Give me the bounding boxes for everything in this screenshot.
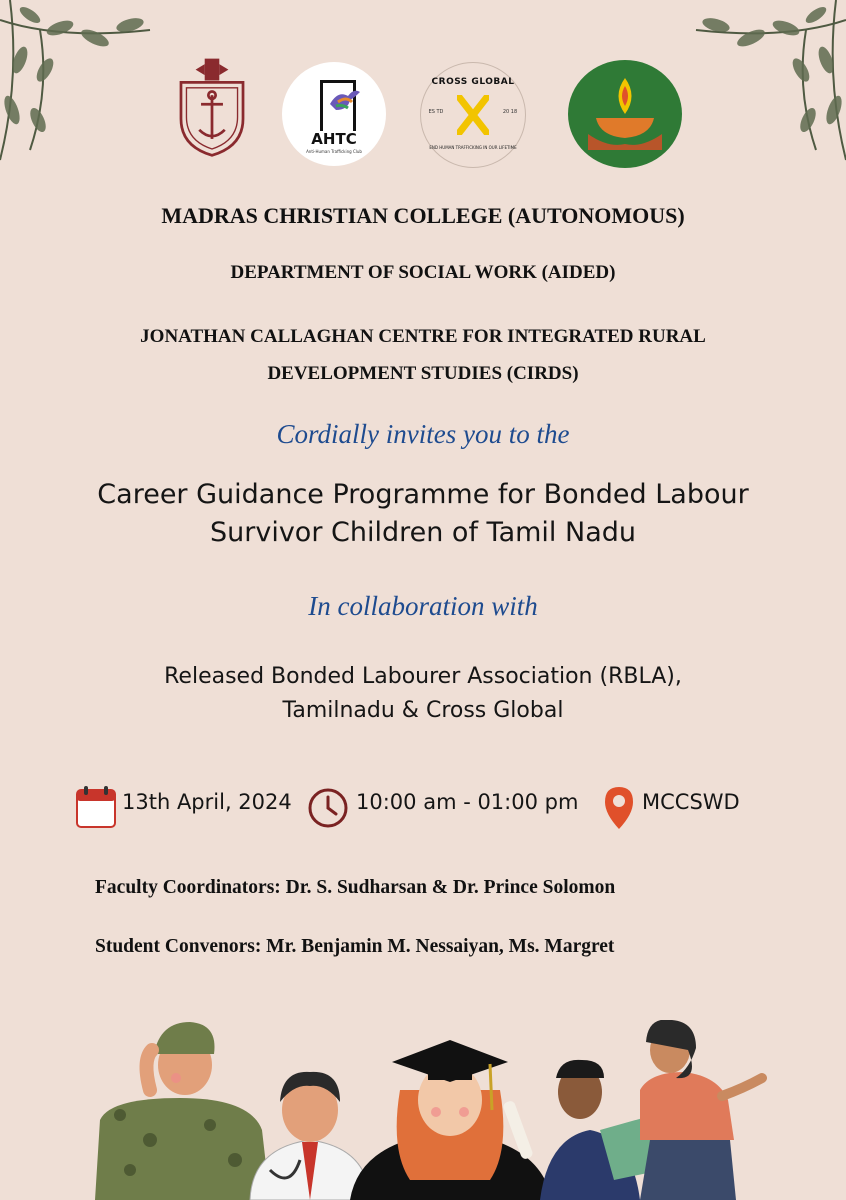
graduate-figure bbox=[350, 1040, 552, 1200]
department-name: DEPARTMENT OF SOCIAL WORK (AIDED) bbox=[230, 262, 616, 283]
ahtc-logo bbox=[282, 62, 386, 166]
cirds-lamp-logo bbox=[568, 60, 682, 168]
doctor-figure bbox=[250, 1072, 370, 1200]
ahtc-abbr: AHTC bbox=[311, 130, 357, 148]
x-mark-icon bbox=[457, 95, 489, 135]
leaf-decoration-top-right bbox=[676, 0, 846, 170]
centre-name-line2: DEVELOPMENT STUDIES (CIRDS) bbox=[267, 363, 579, 384]
professionals-illustration bbox=[0, 1020, 846, 1200]
programme-title bbox=[0, 476, 846, 552]
calendar-icon bbox=[76, 786, 116, 828]
invitation-intro: Cordially invites you to the bbox=[276, 419, 570, 449]
soldier-figure bbox=[95, 1022, 270, 1200]
collaboration-intro: In collaboration with bbox=[308, 591, 538, 621]
event-date: 13th April, 2024 bbox=[122, 790, 292, 814]
programme-title-line1: Career Guidance Programme for Bonded Labour bbox=[97, 479, 749, 510]
lamp-icon bbox=[588, 74, 662, 154]
programme-title-line2: Survivor Children of Tamil Nadu bbox=[210, 517, 636, 548]
faculty-coordinators: Faculty Coordinators: Dr. S. Sudharsan & Dr. Prince Solomon bbox=[95, 877, 616, 898]
cross-global-name: CROSS GLOBAL bbox=[431, 77, 515, 87]
presenter-figure bbox=[640, 1020, 762, 1200]
dove-icon bbox=[328, 86, 362, 116]
leaf-decoration-top-left bbox=[0, 0, 160, 170]
location-pin-icon bbox=[604, 786, 634, 830]
institution-name: MADRAS CHRISTIAN COLLEGE (AUTONOMOUS) bbox=[161, 203, 685, 228]
cross-global-est: ES TD bbox=[428, 109, 444, 115]
centre-name bbox=[0, 318, 846, 392]
partner-line1: Released Bonded Labourer Association (RBLA), bbox=[164, 664, 682, 689]
ahtc-subtitle: Anti-Human Trafficking Club bbox=[306, 149, 362, 154]
cross-global-logo bbox=[420, 62, 526, 168]
centre-name-line1: JONATHAN CALLAGHAN CENTRE FOR INTEGRATED RURAL bbox=[140, 326, 706, 347]
mcc-crest-logo bbox=[160, 55, 264, 159]
student-convenors: Student Convenors: Mr. Benjamin M. Nessaiyan, Ms. Margret bbox=[95, 936, 615, 957]
event-time: 10:00 am - 01:00 pm bbox=[356, 790, 579, 814]
partner-organisations bbox=[0, 660, 846, 728]
cross-global-tagline: END HUMAN TRAFFICKING IN OUR LIFETIME bbox=[429, 145, 517, 150]
partner-line2: Tamilnadu & Cross Global bbox=[282, 698, 564, 723]
clock-icon bbox=[308, 788, 348, 828]
event-venue: MCCSWD bbox=[642, 790, 740, 814]
cross-global-year: 20 18 bbox=[502, 109, 518, 115]
